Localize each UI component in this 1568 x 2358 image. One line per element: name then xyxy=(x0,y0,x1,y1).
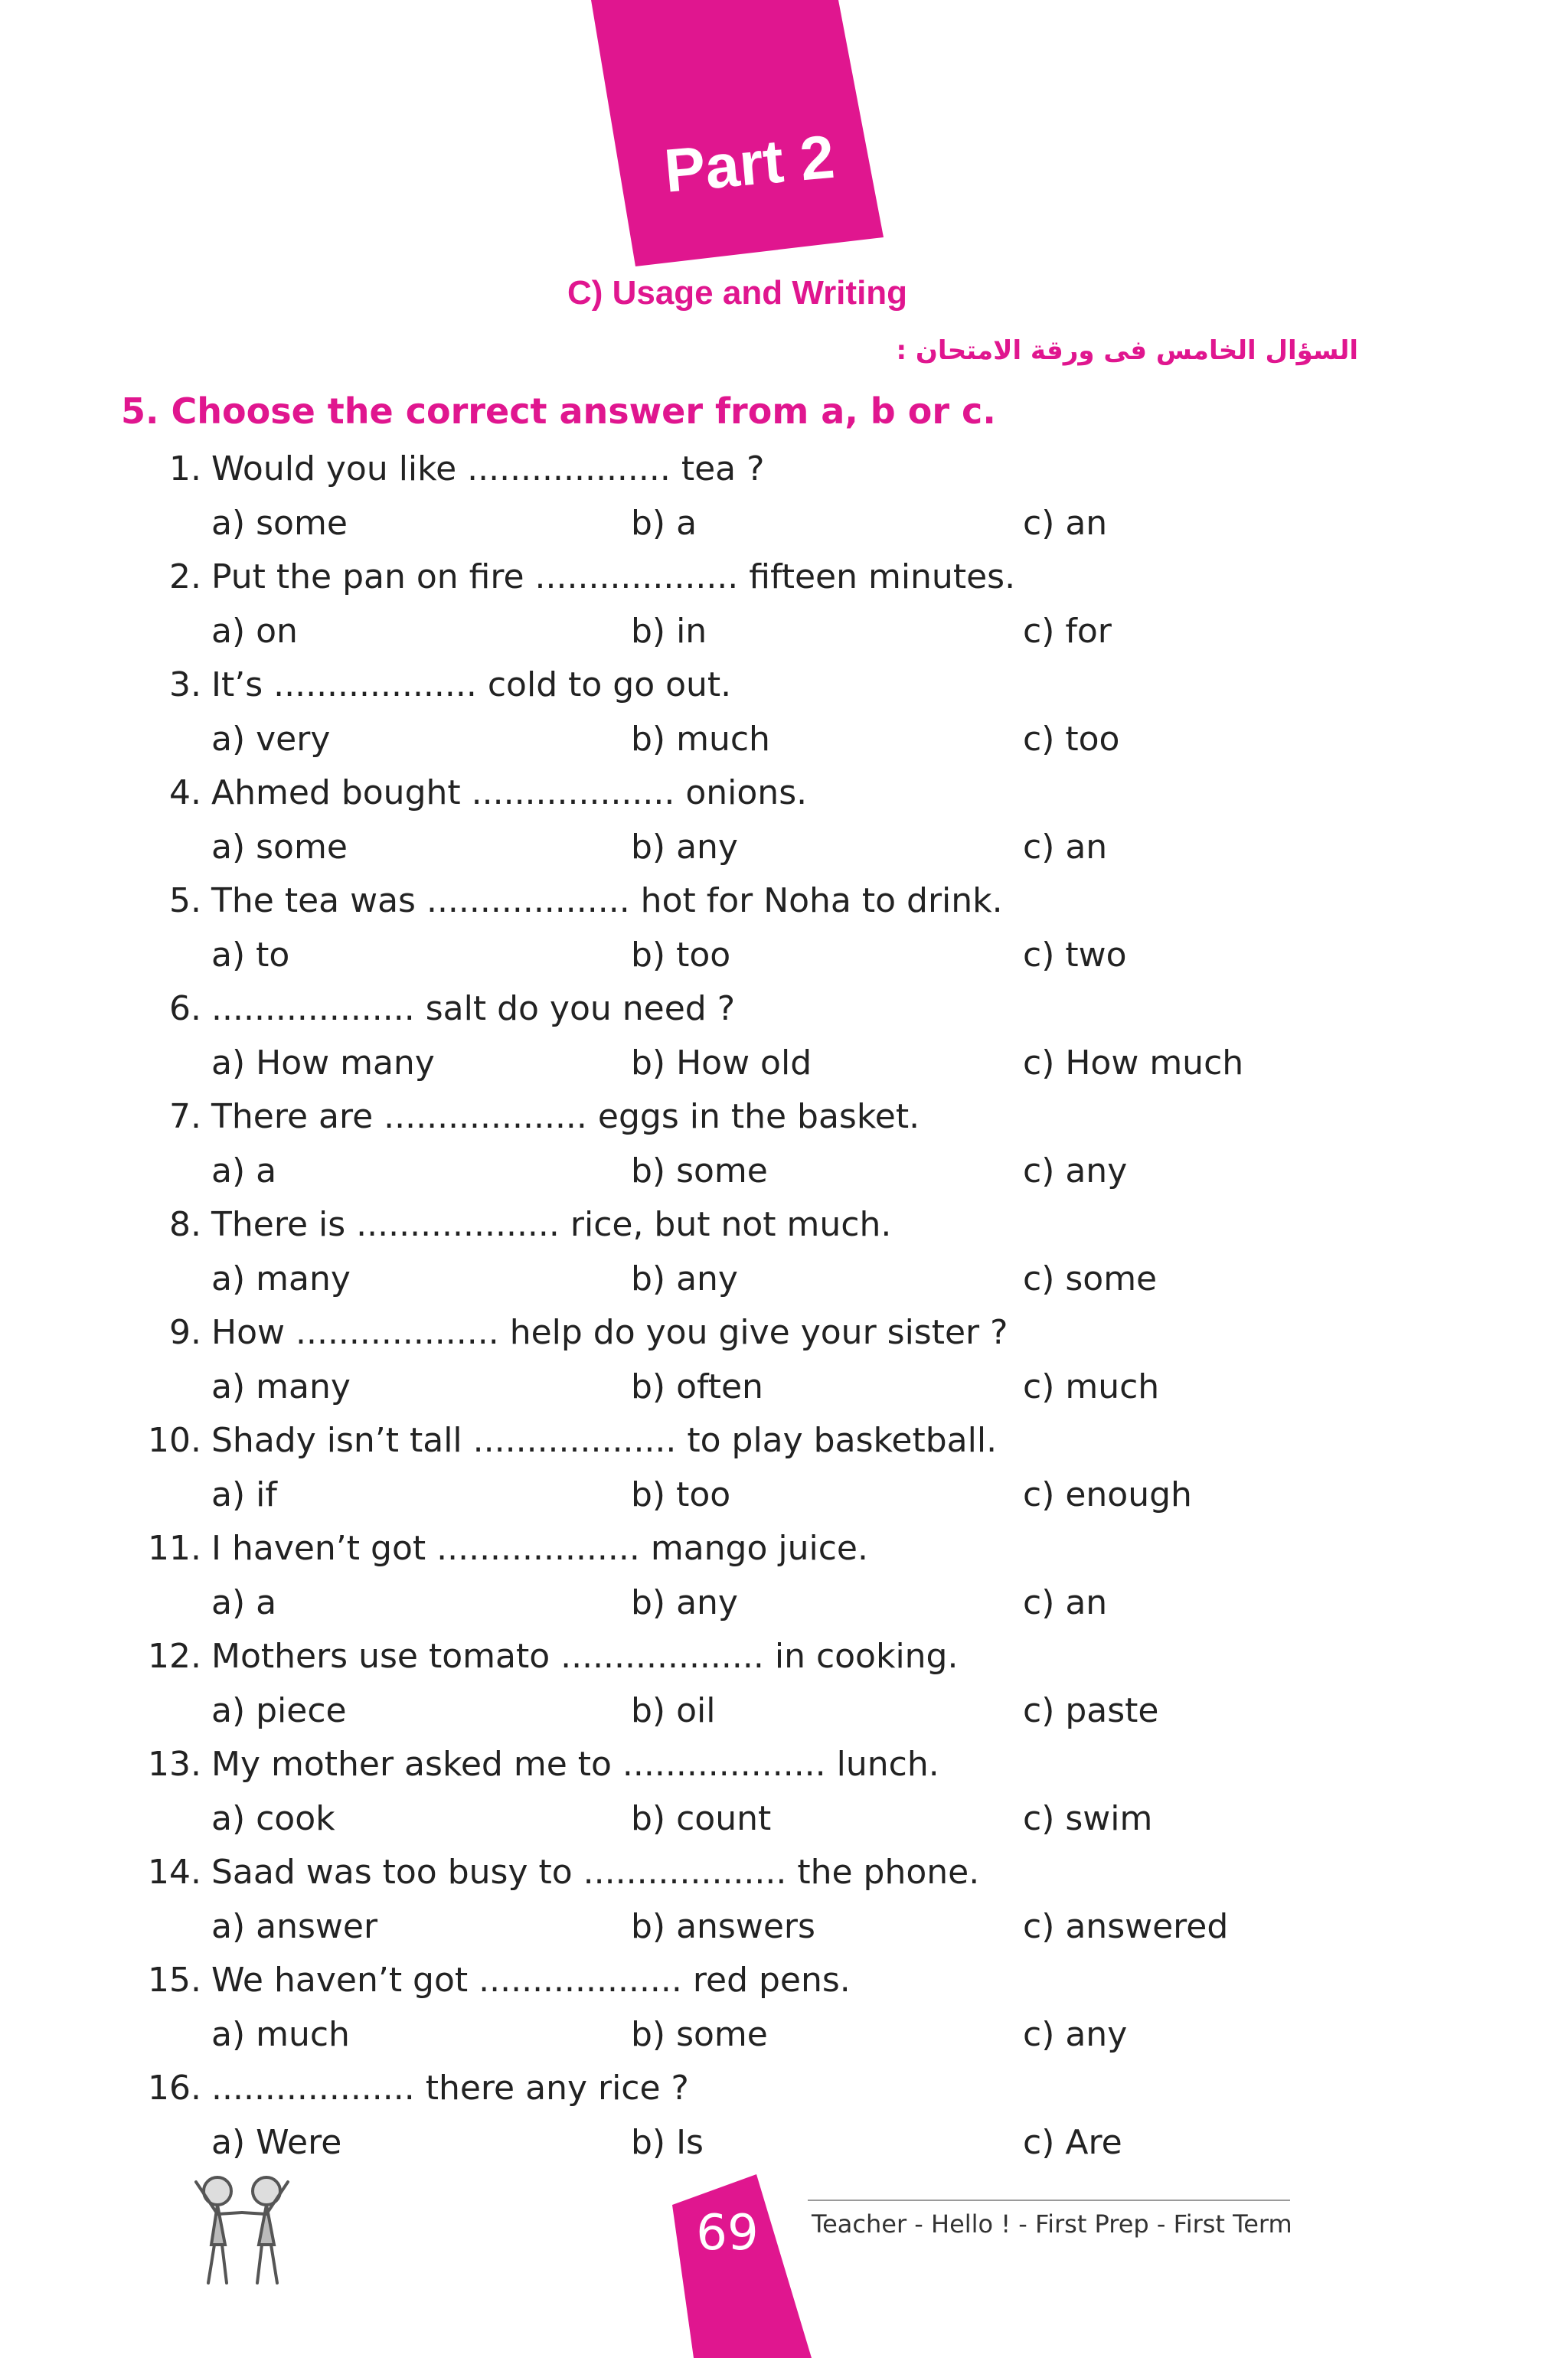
option-a: a) many xyxy=(211,1259,351,1298)
option-c: c) too xyxy=(1023,719,1120,759)
exercise-instruction: 5. Choose the correct answer from a, b or c. xyxy=(121,390,996,432)
option-b: b) any xyxy=(631,1259,738,1298)
page-number: 69 xyxy=(696,2205,759,2262)
option-c: c) Are xyxy=(1023,2122,1122,2162)
option-a: a) piece xyxy=(211,1690,347,1730)
option-a: a) How many xyxy=(211,1043,435,1083)
page-number-tab xyxy=(658,2174,812,2358)
option-b: b) any xyxy=(631,1582,738,1622)
option-b: b) answers xyxy=(631,1906,815,1946)
option-a: a) much xyxy=(211,2014,350,2054)
answer-options-row xyxy=(0,1684,1568,1739)
option-c: c) for xyxy=(1023,611,1112,651)
kids-illustration xyxy=(181,2168,303,2298)
option-b: b) some xyxy=(631,2014,768,2054)
question-text: ................... salt do you need ? xyxy=(211,989,736,1028)
question-text: Shady isn’t tall ................... to play basketball. xyxy=(211,1421,998,1460)
question-text: My mother asked me to ................... lunch. xyxy=(211,1745,939,1784)
question-row xyxy=(0,1306,1568,1360)
option-a: a) a xyxy=(211,1582,277,1622)
option-a: a) answer xyxy=(211,1906,378,1946)
option-a: a) Were xyxy=(211,2122,342,2162)
kid-right-body xyxy=(259,2205,274,2245)
question-number: 9. xyxy=(169,1313,201,1352)
question-text: Ahmed bought ................... onions. xyxy=(211,773,808,812)
option-a: a) cook xyxy=(211,1798,335,1838)
option-a: a) if xyxy=(211,1475,277,1514)
option-a: a) many xyxy=(211,1367,351,1406)
option-b: b) much xyxy=(631,719,770,759)
option-c: c) answered xyxy=(1023,1906,1229,1946)
question-text: Put the pan on fire ................... fifteen minutes. xyxy=(211,557,1016,596)
option-b: b) some xyxy=(631,1151,768,1190)
option-c: c) swim xyxy=(1023,1798,1153,1838)
option-b: b) Is xyxy=(631,2122,704,2162)
question-row xyxy=(0,658,1568,713)
footer-rule xyxy=(808,2200,1290,2201)
option-b: b) in xyxy=(631,611,707,651)
page-number-tab-shape xyxy=(672,2174,812,2358)
answer-options-row xyxy=(0,1900,1568,1955)
option-b: b) too xyxy=(631,935,731,975)
option-c: c) How much xyxy=(1023,1043,1244,1083)
answer-options-row xyxy=(0,1576,1568,1631)
question-text: I haven’t got ................... mango juice. xyxy=(211,1529,868,1568)
question-number: 7. xyxy=(169,1097,201,1136)
option-c: c) any xyxy=(1023,1151,1128,1190)
option-b: b) often xyxy=(631,1367,763,1406)
option-c: c) an xyxy=(1023,503,1108,543)
question-row xyxy=(0,1090,1568,1145)
question-text: ................... there any rice ? xyxy=(211,2069,689,2108)
option-a: a) some xyxy=(211,503,348,543)
option-c: c) enough xyxy=(1023,1475,1192,1514)
option-a: a) very xyxy=(211,719,331,759)
option-b: b) too xyxy=(631,1475,731,1514)
question-row xyxy=(0,766,1568,821)
question-text: There are ................... eggs in the basket. xyxy=(211,1097,920,1136)
question-row xyxy=(0,1738,1568,1792)
question-row xyxy=(0,1954,1568,2008)
question-number: 12. xyxy=(148,1637,201,1676)
question-row xyxy=(0,443,1568,497)
question-text: It’s ................... cold to go out. xyxy=(211,665,732,704)
answer-options-row xyxy=(0,1145,1568,1199)
option-c: c) an xyxy=(1023,827,1108,867)
option-c: c) some xyxy=(1023,1259,1158,1298)
question-row xyxy=(0,1846,1568,1900)
answer-options-row xyxy=(0,713,1568,767)
option-b: b) a xyxy=(631,503,697,543)
part-label: Part 2 xyxy=(662,122,838,205)
option-c: c) paste xyxy=(1023,1690,1159,1730)
answer-options-row xyxy=(0,1792,1568,1847)
option-a: a) on xyxy=(211,611,298,651)
question-text: How ................... help do you give your sister ? xyxy=(211,1313,1008,1352)
option-a: a) some xyxy=(211,827,348,867)
answer-options-row xyxy=(0,605,1568,659)
answer-options-row xyxy=(0,2008,1568,2062)
answer-options-row xyxy=(0,1468,1568,1523)
question-number: 10. xyxy=(148,1421,201,1460)
question-row xyxy=(0,982,1568,1037)
question-row xyxy=(0,2062,1568,2116)
question-row xyxy=(0,1414,1568,1468)
answer-options-row xyxy=(0,1037,1568,1091)
question-text: Would you like ................... tea ? xyxy=(211,449,765,488)
question-number: 2. xyxy=(169,557,201,596)
question-text: Saad was too busy to ................... the phone. xyxy=(211,1853,980,1892)
question-text: We haven’t got ................... red pens. xyxy=(211,1961,851,2000)
question-number: 8. xyxy=(169,1205,201,1244)
question-row xyxy=(0,874,1568,929)
option-b: b) How old xyxy=(631,1043,812,1083)
question-number: 13. xyxy=(148,1745,201,1784)
kid-right-legs xyxy=(257,2245,277,2283)
answer-options-row xyxy=(0,2116,1568,2170)
option-a: a) to xyxy=(211,935,290,975)
question-text: There is ................... rice, but not much. xyxy=(211,1205,892,1244)
answer-options-row xyxy=(0,497,1568,551)
option-a: a) a xyxy=(211,1151,277,1190)
option-b: b) count xyxy=(631,1798,772,1838)
arabic-exam-note: السؤال الخامس فى ورقة الامتحان : xyxy=(896,335,1358,366)
section-title: C) Usage and Writing xyxy=(567,274,908,312)
option-b: b) oil xyxy=(631,1690,716,1730)
question-row xyxy=(0,1522,1568,1576)
question-row xyxy=(0,550,1568,605)
option-c: c) much xyxy=(1023,1367,1160,1406)
kid-left-body xyxy=(211,2205,225,2245)
footer-book-title: Teacher - Hello ! - First Prep - First Term xyxy=(812,2209,1292,2239)
answer-options-row xyxy=(0,929,1568,983)
question-number: 6. xyxy=(169,989,201,1028)
answer-options-row xyxy=(0,1360,1568,1415)
question-row xyxy=(0,1198,1568,1252)
option-b: b) any xyxy=(631,827,738,867)
question-number: 5. xyxy=(169,881,201,920)
answer-options-row xyxy=(0,821,1568,875)
answer-options-row xyxy=(0,1252,1568,1307)
question-number: 3. xyxy=(169,665,201,704)
question-text: The tea was ................... hot for Noha to drink. xyxy=(211,881,1003,920)
question-list xyxy=(0,443,1568,2170)
question-number: 11. xyxy=(148,1529,201,1568)
question-row xyxy=(0,1630,1568,1684)
question-number: 14. xyxy=(148,1853,201,1892)
question-number: 1. xyxy=(169,449,201,488)
question-number: 16. xyxy=(148,2069,201,2108)
question-text: Mothers use tomato ................... in cooking. xyxy=(211,1637,959,1676)
option-c: c) any xyxy=(1023,2014,1128,2054)
kid-left-legs xyxy=(208,2245,227,2283)
option-c: c) two xyxy=(1023,935,1127,975)
question-number: 15. xyxy=(148,1961,201,2000)
question-number: 4. xyxy=(169,773,201,812)
option-c: c) an xyxy=(1023,1582,1108,1622)
